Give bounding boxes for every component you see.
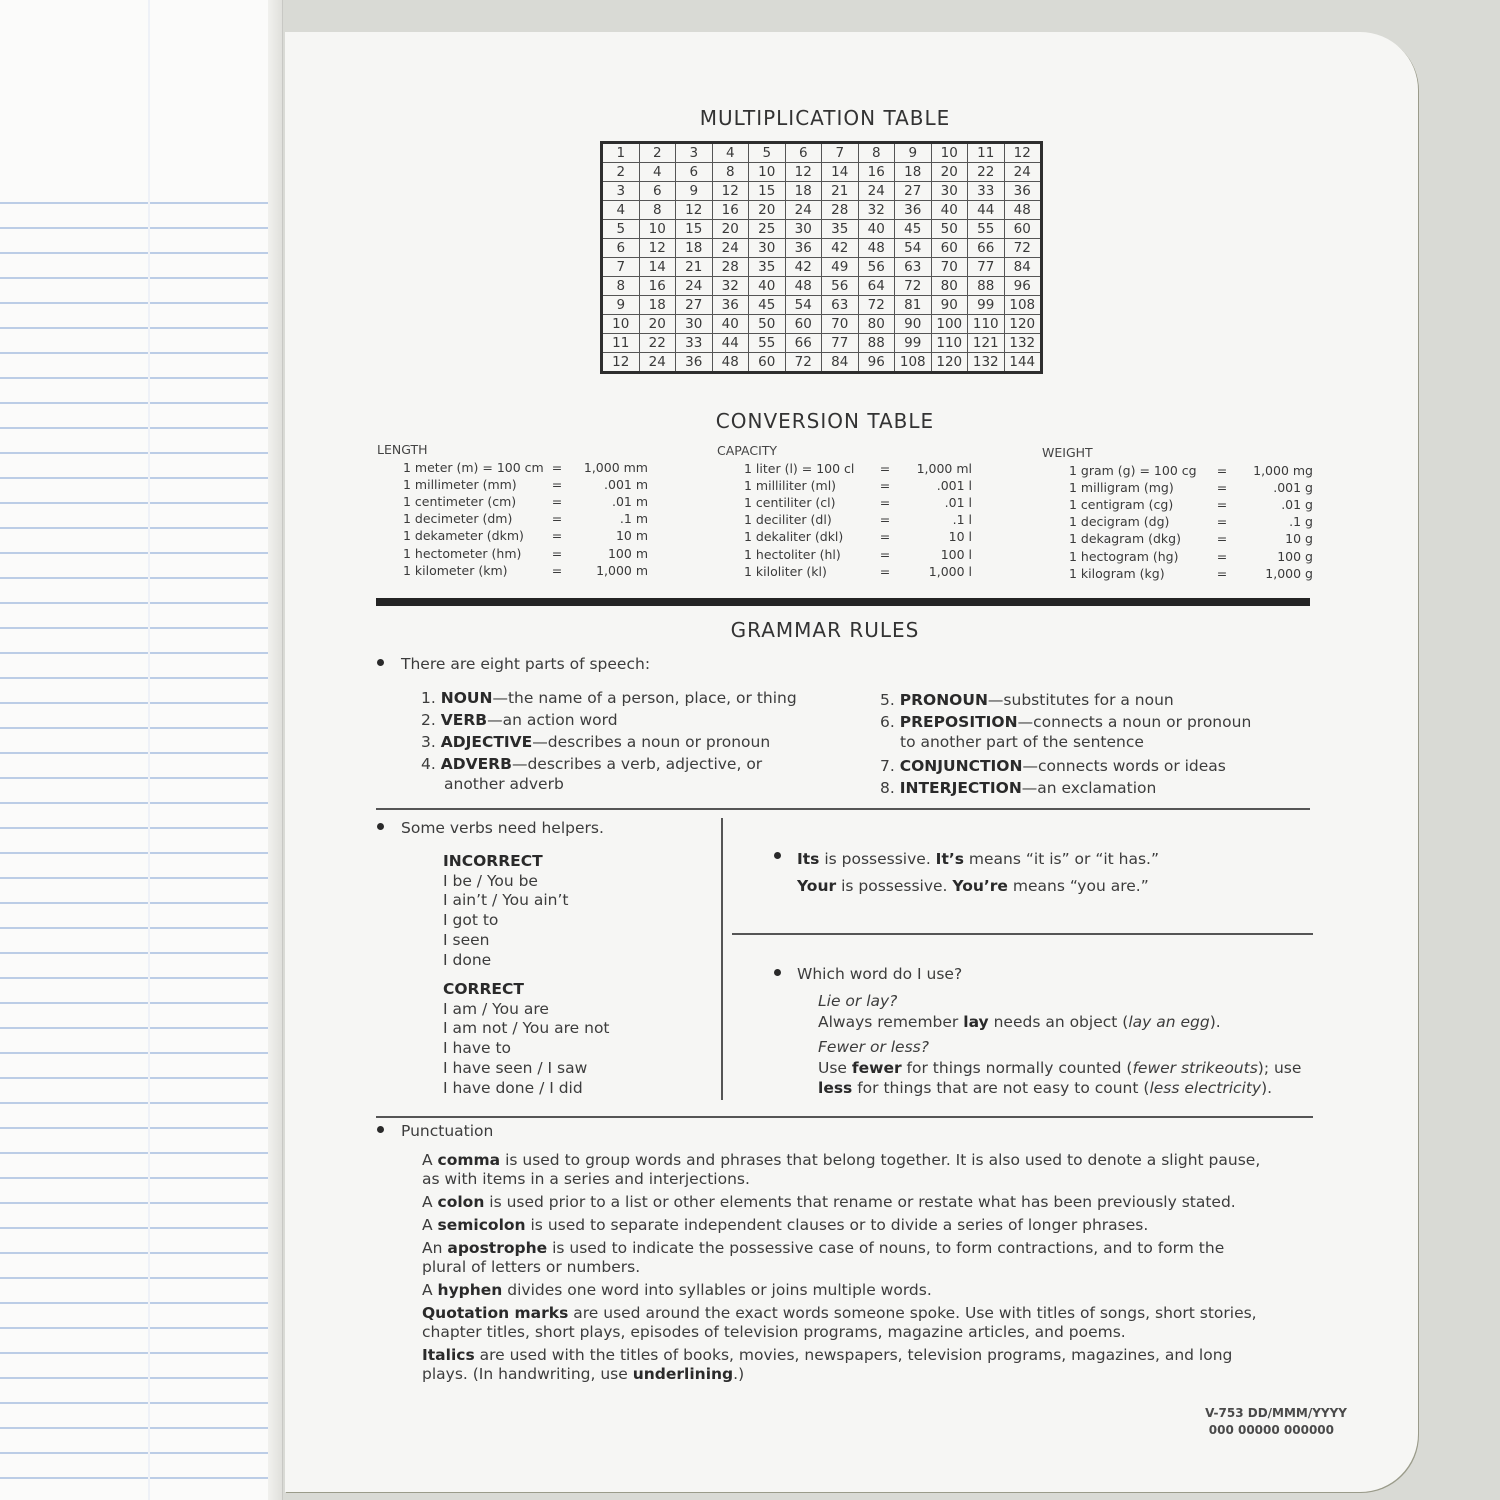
parts-intro: There are eight parts of speech: [401, 655, 651, 673]
equals-sign: = [879, 461, 891, 477]
conversion-unit: 1 millimeter (mm) [403, 477, 517, 493]
multiplication-table-wrap [600, 141, 1043, 374]
conversion-row [1069, 513, 1313, 530]
multiplication-cell: 42 [822, 239, 859, 258]
multiplication-cell: 4 [639, 163, 676, 182]
multiplication-cell: 121 [968, 334, 1005, 353]
multiplication-cell: 7 [822, 143, 859, 163]
conversion-value: .001 m [604, 477, 648, 493]
barcode-number: 000 00000 000000 [1208, 1423, 1334, 1437]
column-divider [721, 818, 723, 1100]
multiplication-cell: 18 [895, 163, 932, 182]
multiplication-cell: 80 [931, 277, 968, 296]
multiplication-cell: 30 [676, 315, 713, 334]
bullet-icon [774, 969, 781, 976]
multiplication-cell: 33 [676, 334, 713, 353]
page-binding-edge [268, 0, 282, 1500]
multiplication-cell: 8 [602, 277, 640, 296]
part-term: ADVERB [440, 755, 512, 773]
equals-sign: = [1216, 565, 1228, 581]
conversion-row [744, 460, 972, 477]
multiplication-cell: 40 [931, 201, 968, 220]
incorrect-label: INCORRECT [443, 852, 543, 870]
multiplication-cell: 48 [858, 239, 895, 258]
multiplication-cell: 6 [676, 163, 713, 182]
equals-sign: = [1216, 463, 1228, 479]
multiplication-cell: 60 [749, 353, 786, 373]
conversion-value: .01 l [944, 495, 972, 511]
equals-sign: = [879, 529, 891, 545]
equals-sign: = [1216, 497, 1228, 513]
multiplication-cell: 20 [712, 220, 749, 239]
fewer-less-rule: Fewer or less? Use fewer for things normally counted (fewer strikeouts); use less for things that are not easy to count (less electricity). [818, 1038, 1302, 1097]
multiplication-cell: 2 [602, 163, 640, 182]
part-term: VERB [440, 711, 488, 729]
equals-sign: = [879, 563, 891, 579]
multiplication-cell: 27 [895, 182, 932, 201]
grammar-title: GRAMMAR RULES [730, 618, 920, 642]
multiplication-cell: 10 [749, 163, 786, 182]
product-code: V-753 DD/MMM/YYYY [1205, 1406, 1347, 1420]
multiplication-cell: 80 [858, 315, 895, 334]
multiplication-cell: 8 [639, 201, 676, 220]
multiplication-cell: 15 [749, 182, 786, 201]
multiplication-cell: 42 [785, 258, 822, 277]
multiplication-cell: 20 [749, 201, 786, 220]
multiplication-cell: 66 [785, 334, 822, 353]
multiplication-cell: 48 [785, 277, 822, 296]
multiplication-cell: 84 [1004, 258, 1042, 277]
multiplication-cell: 60 [785, 315, 822, 334]
divider-line [376, 1116, 1313, 1118]
multiplication-cell: 56 [822, 277, 859, 296]
conversion-unit: 1 centimeter (cm) [403, 494, 517, 510]
multiplication-cell: 7 [602, 258, 640, 277]
conversion-unit: 1 centiliter (cl) [744, 495, 836, 511]
conversion-row [1069, 530, 1313, 547]
conversion-unit: 1 hectoliter (hl) [744, 546, 841, 562]
multiplication-cell: 64 [858, 277, 895, 296]
weight-table [1069, 462, 1313, 582]
multiplication-cell: 99 [895, 334, 932, 353]
multiplication-cell: 50 [931, 220, 968, 239]
multiplication-cell: 77 [822, 334, 859, 353]
multiplication-cell: 14 [639, 258, 676, 277]
multiplication-cell: 9 [676, 182, 713, 201]
multiplication-row [602, 315, 1042, 334]
multiplication-cell: 35 [822, 220, 859, 239]
multiplication-cell: 12 [676, 201, 713, 220]
conversion-row [1069, 547, 1313, 564]
multiplication-row [602, 201, 1042, 220]
conversion-row [744, 477, 972, 494]
multiplication-cell: 72 [785, 353, 822, 373]
multiplication-cell: 72 [1004, 239, 1042, 258]
conversion-row [403, 493, 648, 510]
multiplication-cell: 24 [639, 353, 676, 373]
multiplication-cell: 8 [712, 163, 749, 182]
conversion-value: .1 m [619, 511, 648, 527]
equals-sign: = [1216, 514, 1228, 530]
multiplication-cell: 10 [639, 220, 676, 239]
weight-label: WEIGHT [1042, 445, 1093, 460]
equals-sign: = [551, 460, 563, 476]
multiplication-row [602, 277, 1042, 296]
multiplication-cell: 27 [676, 296, 713, 315]
equals-sign: = [1216, 480, 1228, 496]
multiplication-cell: 6 [785, 143, 822, 163]
multiplication-cell: 10 [931, 143, 968, 163]
conversion-unit: 1 liter (l) = 100 cl [744, 461, 855, 477]
multiplication-cell: 32 [858, 201, 895, 220]
equals-sign: = [551, 494, 563, 510]
conversion-row [403, 544, 648, 561]
multiplication-cell: 3 [602, 182, 640, 201]
equals-sign: = [879, 546, 891, 562]
conversion-unit: 1 kiloliter (kl) [744, 563, 827, 579]
multiplication-row [602, 296, 1042, 315]
conversion-row [1069, 565, 1313, 582]
capacity-label: CAPACITY [717, 443, 778, 458]
part-term: PRONOUN [899, 691, 988, 709]
multiplication-cell: 30 [931, 182, 968, 201]
incorrect-list: INCORRECT I be / You be I ain’t / You ain’t I got to I seen I done [443, 852, 569, 969]
multiplication-cell: 44 [712, 334, 749, 353]
length-table-wrap [403, 459, 648, 579]
conversion-row [403, 476, 648, 493]
conversion-title: CONVERSION TABLE [715, 409, 935, 433]
conversion-unit: 1 decimeter (dm) [403, 511, 513, 527]
conversion-unit: 1 dekaliter (dkl) [744, 529, 844, 545]
multiplication-cell: 30 [785, 220, 822, 239]
conversion-unit: 1 gram (g) = 100 cg [1069, 463, 1197, 479]
multiplication-cell: 24 [676, 277, 713, 296]
conversion-value: 10 g [1285, 531, 1313, 547]
multiplication-cell: 12 [1004, 143, 1042, 163]
multiplication-cell: 1 [602, 143, 640, 163]
left-ruled-page [0, 0, 283, 1500]
multiplication-cell: 40 [712, 315, 749, 334]
multiplication-cell: 6 [639, 182, 676, 201]
multiplication-cell: 10 [602, 315, 640, 334]
conversion-row [744, 494, 972, 511]
multiplication-cell: 132 [968, 353, 1005, 373]
multiplication-cell: 132 [1004, 334, 1042, 353]
multiplication-cell: 16 [639, 277, 676, 296]
multiplication-cell: 108 [895, 353, 932, 373]
multiplication-cell: 90 [931, 296, 968, 315]
multiplication-cell: 55 [968, 220, 1005, 239]
multiplication-cell: 88 [858, 334, 895, 353]
multiplication-cell: 15 [676, 220, 713, 239]
conversion-row [403, 562, 648, 579]
multiplication-cell: 36 [895, 201, 932, 220]
multiplication-cell: 70 [822, 315, 859, 334]
equals-sign: = [551, 511, 563, 527]
multiplication-cell: 25 [749, 220, 786, 239]
conversion-row [403, 510, 648, 527]
multiplication-cell: 36 [676, 353, 713, 373]
conversion-row [744, 563, 972, 580]
multiplication-cell: 4 [602, 201, 640, 220]
multiplication-cell: 48 [1004, 201, 1042, 220]
conversion-value: 1,000 g [1265, 565, 1313, 581]
multiplication-cell: 44 [968, 201, 1005, 220]
multiplication-cell: 77 [968, 258, 1005, 277]
multiplication-cell: 16 [858, 163, 895, 182]
conversion-value: 1,000 mg [1253, 463, 1313, 479]
section-divider-bar [376, 598, 1310, 606]
punctuation-item: A semicolon is used to separate independent clauses or to divide a series of longer phrases. [422, 1216, 1149, 1234]
correct-label: CORRECT [443, 980, 524, 998]
multiplication-cell: 4 [712, 143, 749, 163]
multiplication-cell: 21 [676, 258, 713, 277]
multiplication-cell: 5 [602, 220, 640, 239]
multiplication-cell: 18 [639, 296, 676, 315]
reference-page [285, 32, 1418, 1492]
conversion-value: .001 l [936, 478, 972, 494]
multiplication-cell: 12 [602, 353, 640, 373]
equals-sign: = [879, 495, 891, 511]
conversion-value: 100 l [940, 546, 972, 562]
multiplication-cell: 54 [895, 239, 932, 258]
conversion-value: 1,000 l [928, 563, 972, 579]
multiplication-cell: 108 [1004, 296, 1042, 315]
conversion-row [1069, 496, 1313, 513]
equals-sign: = [551, 528, 563, 544]
multiplication-cell: 5 [749, 143, 786, 163]
multiplication-cell: 18 [785, 182, 822, 201]
conversion-value: 1,000 m [596, 562, 648, 578]
multiplication-cell: 55 [749, 334, 786, 353]
conversion-value: 100 m [607, 545, 648, 561]
multiplication-cell: 6 [602, 239, 640, 258]
multiplication-cell: 22 [639, 334, 676, 353]
multiplication-cell: 60 [1004, 220, 1042, 239]
multiplication-cell: 12 [639, 239, 676, 258]
multiplication-row [602, 182, 1042, 201]
multiplication-cell: 12 [785, 163, 822, 182]
multiplication-cell: 3 [676, 143, 713, 163]
multiplication-cell: 2 [639, 143, 676, 163]
multiplication-cell: 84 [822, 353, 859, 373]
multiplication-cell: 9 [602, 296, 640, 315]
bullet-icon [377, 1126, 384, 1133]
conversion-value: 10 l [948, 529, 972, 545]
length-table [403, 459, 648, 579]
multiplication-cell: 100 [931, 315, 968, 334]
helpers-intro: Some verbs need helpers. [401, 819, 604, 837]
multiplication-cell: 110 [931, 334, 968, 353]
bullet-icon [774, 852, 781, 859]
multiplication-title: MULTIPLICATION TABLE [699, 106, 951, 130]
parts-right-column: 5. PRONOUN—substitutes for a noun 6. PREPOSITION—connects a noun or pronoun to another part of the sentence 7. CONJUNCTION—connects words or ideas 8. INTERJECTION—an exclamation [880, 691, 1252, 797]
multiplication-row [602, 220, 1042, 239]
multiplication-row [602, 239, 1042, 258]
conversion-unit: 1 milligram (mg) [1069, 480, 1174, 496]
equals-sign: = [1216, 548, 1228, 564]
multiplication-cell: 36 [785, 239, 822, 258]
conversion-row [744, 528, 972, 545]
punctuation-item: A comma is used to group words and phrases that belong together. It is also used to denote a slight pause, as with items in a series and interjections. [422, 1151, 1261, 1188]
conversion-value: .1 g [1289, 514, 1313, 530]
part-term: INTERJECTION [899, 779, 1022, 797]
parts-left-column: 1. NOUN—the name of a person, place, or thing 2. VERB—an action word 3. ADJECTIVE—describes a noun or pronoun 4. ADVERB—describes a verb, adjective, or another adverb [421, 689, 797, 793]
multiplication-cell: 21 [822, 182, 859, 201]
multiplication-row [602, 258, 1042, 277]
conversion-unit: 1 meter (m) = 100 cm [403, 460, 544, 476]
multiplication-cell: 96 [1004, 277, 1042, 296]
multiplication-cell: 9 [895, 143, 932, 163]
part-term: ADJECTIVE [440, 733, 533, 751]
multiplication-cell: 72 [858, 296, 895, 315]
conversion-value: .001 g [1273, 480, 1313, 496]
conversion-value: 1,000 ml [916, 461, 972, 477]
multiplication-cell: 40 [749, 277, 786, 296]
multiplication-cell: 81 [895, 296, 932, 315]
multiplication-row [602, 143, 1042, 163]
conversion-unit: 1 milliliter (ml) [744, 478, 837, 494]
multiplication-cell: 63 [895, 258, 932, 277]
punctuation-intro: Punctuation [401, 1122, 494, 1140]
multiplication-row [602, 334, 1042, 353]
multiplication-cell: 49 [822, 258, 859, 277]
conversion-unit: 1 kilogram (kg) [1069, 565, 1165, 581]
conversion-unit: 1 deciliter (dl) [744, 512, 832, 528]
multiplication-cell: 11 [602, 334, 640, 353]
punctuation-list [422, 1151, 1262, 1388]
punctuation-item: Italics are used with the titles of books, movies, newspapers, television programs, magazines, and long plays. (In handwriting, use underlining.) [422, 1346, 1233, 1383]
page-margin-line [148, 0, 150, 1500]
multiplication-row [602, 353, 1042, 373]
multiplication-cell: 50 [749, 315, 786, 334]
conversion-value: 1,000 mm [583, 460, 648, 476]
conversion-value: 100 g [1277, 548, 1313, 564]
multiplication-cell: 35 [749, 258, 786, 277]
multiplication-cell: 24 [785, 201, 822, 220]
multiplication-cell: 99 [968, 296, 1005, 315]
conversion-row [1069, 479, 1313, 496]
punctuation-item: A colon is used prior to a list or other elements that rename or restate what has been previously stated. [422, 1193, 1236, 1211]
conversion-unit: 1 centigram (cg) [1069, 497, 1174, 513]
multiplication-table [600, 141, 1043, 374]
multiplication-cell: 24 [712, 239, 749, 258]
multiplication-cell: 20 [639, 315, 676, 334]
multiplication-cell: 28 [712, 258, 749, 277]
multiplication-cell: 66 [968, 239, 1005, 258]
multiplication-cell: 120 [931, 353, 968, 373]
multiplication-cell: 24 [1004, 163, 1042, 182]
correct-list: CORRECT I am / You are I am not / You are not I have to I have seen / I saw I have done / I did [443, 980, 610, 1097]
multiplication-cell: 60 [931, 239, 968, 258]
conversion-unit: 1 hectogram (hg) [1069, 548, 1179, 564]
punctuation-item: An apostrophe is used to indicate the possessive case of nouns, to form contractions, and to form the plural of letters or numbers. [422, 1239, 1225, 1276]
bullet-icon [377, 659, 384, 666]
capacity-table [744, 460, 972, 580]
multiplication-cell: 28 [822, 201, 859, 220]
multiplication-cell: 40 [858, 220, 895, 239]
length-label: LENGTH [377, 442, 428, 457]
bullet-icon [377, 823, 384, 830]
multiplication-cell: 72 [895, 277, 932, 296]
equals-sign: = [551, 562, 563, 578]
part-term: CONJUNCTION [899, 757, 1023, 775]
weight-table-wrap [1069, 462, 1313, 582]
multiplication-cell: 36 [712, 296, 749, 315]
multiplication-cell: 32 [712, 277, 749, 296]
multiplication-cell: 11 [968, 143, 1005, 163]
multiplication-row [602, 163, 1042, 182]
multiplication-cell: 45 [749, 296, 786, 315]
conversion-value: .01 g [1281, 497, 1313, 513]
multiplication-cell: 90 [895, 315, 932, 334]
conversion-row [403, 527, 648, 544]
multiplication-cell: 36 [1004, 182, 1042, 201]
conversion-row [1069, 462, 1313, 479]
multiplication-cell: 56 [858, 258, 895, 277]
conversion-unit: 1 dekagram (dkg) [1069, 531, 1181, 547]
multiplication-cell: 20 [931, 163, 968, 182]
multiplication-cell: 144 [1004, 353, 1042, 373]
multiplication-cell: 88 [968, 277, 1005, 296]
conversion-unit: 1 kilometer (km) [403, 562, 508, 578]
multiplication-cell: 63 [822, 296, 859, 315]
equals-sign: = [1216, 531, 1228, 547]
multiplication-cell: 24 [858, 182, 895, 201]
conversion-row [403, 459, 648, 476]
divider-line [732, 933, 1313, 935]
multiplication-cell: 45 [895, 220, 932, 239]
multiplication-cell: 16 [712, 201, 749, 220]
equals-sign: = [879, 478, 891, 494]
equals-sign: = [551, 545, 563, 561]
punctuation-item: Quotation marks are used around the exact words someone spoke. Use with titles of songs, short stories, chapter titles, short plays, episodes of television programs, magazine articles, and poems. [422, 1304, 1257, 1341]
divider-line [376, 808, 1310, 810]
equals-sign: = [551, 477, 563, 493]
multiplication-cell: 14 [822, 163, 859, 182]
part-term: NOUN [440, 689, 493, 707]
multiplication-cell: 70 [931, 258, 968, 277]
multiplication-cell: 54 [785, 296, 822, 315]
conversion-unit: 1 decigram (dg) [1069, 514, 1170, 530]
multiplication-cell: 110 [968, 315, 1005, 334]
multiplication-cell: 8 [858, 143, 895, 163]
equals-sign: = [879, 512, 891, 528]
conversion-row [744, 511, 972, 528]
multiplication-cell: 18 [676, 239, 713, 258]
which-intro: Which word do I use? [797, 965, 963, 983]
multiplication-cell: 12 [712, 182, 749, 201]
capacity-table-wrap [744, 460, 972, 580]
multiplication-cell: 120 [1004, 315, 1042, 334]
conversion-row [744, 545, 972, 562]
its-rule: Its is possessive. It’s means “it is” or “it has.” Your is possessive. You’re means “you are.” [797, 850, 1160, 895]
multiplication-cell: 48 [712, 353, 749, 373]
conversion-value: 10 m [615, 528, 648, 544]
punctuation-item: A hyphen divides one word into syllables or joins multiple words. [422, 1281, 932, 1299]
conversion-unit: 1 dekameter (dkm) [403, 528, 524, 544]
conversion-value: .1 l [952, 512, 972, 528]
conversion-unit: 1 hectometer (hm) [403, 545, 522, 561]
part-term: PREPOSITION [899, 713, 1018, 731]
multiplication-cell: 33 [968, 182, 1005, 201]
multiplication-cell: 22 [968, 163, 1005, 182]
conversion-value: .01 m [611, 494, 648, 510]
lie-lay-rule: Lie or lay? Always remember lay needs an object (lay an egg). [818, 992, 1221, 1031]
multiplication-cell: 96 [858, 353, 895, 373]
multiplication-cell: 30 [749, 239, 786, 258]
